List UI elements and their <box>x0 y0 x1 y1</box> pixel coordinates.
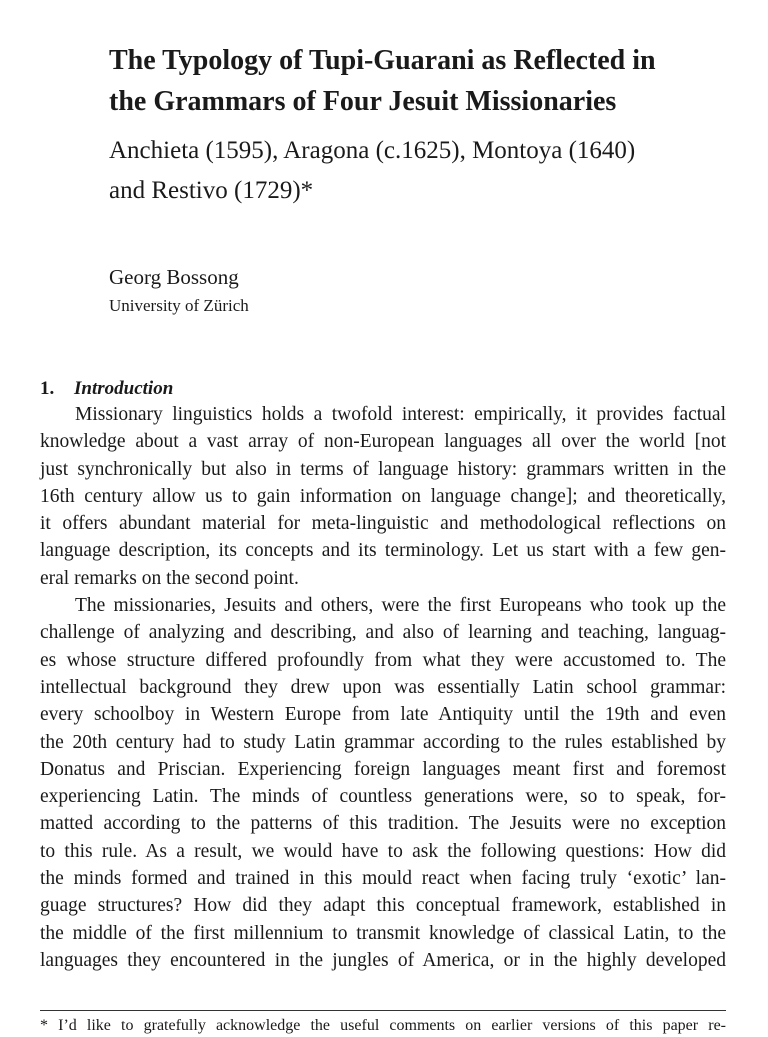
title-line-2: the Grammars of Four Jesuit Missionaries <box>109 86 617 117</box>
section-number: 1. <box>40 378 55 399</box>
body-line: the minds formed and trained in this mould react when facing truly ‘exotic’ lan- <box>40 868 726 890</box>
footnote-divider <box>40 1010 726 1011</box>
section-label: Introduction <box>74 378 174 399</box>
subtitle-line-1: Anchieta (1595), Aragona (c.1625), Montoya (1640) <box>109 137 636 164</box>
author-name: Georg Bossong <box>109 265 239 289</box>
body-line: every schoolboy in Western Europe from late Antiquity until the 19th and even <box>40 704 726 726</box>
body-line: guage structures? How did they adapt this conceptual framework, established in <box>40 895 726 917</box>
body-line: languages they encountered in the jungles of America, or in the highly developed <box>40 949 726 971</box>
body-line: just synchronically but also in terms of language history: grammars written in the <box>40 458 726 480</box>
body-line: 16th century allow us to gain information on language change]; and theoretically, <box>40 485 726 507</box>
body-line: Missionary linguistics holds a twofold interest: empirically, it provides factual <box>75 404 726 425</box>
body-line: Donatus and Priscian. Experiencing foreign languages meant first and foremost <box>40 758 726 780</box>
paper-title <box>109 40 749 122</box>
body-line: experiencing Latin. The minds of countless generations were, so to speak, for- <box>40 786 726 808</box>
body-line: the 20th century had to study Latin grammar according to the rules established by <box>40 731 726 753</box>
body-line: The missionaries, Jesuits and others, were the first Europeans who took up the <box>75 595 726 617</box>
body-line: the middle of the first millennium to transmit knowledge of classical Latin, to the <box>40 922 726 944</box>
body-text <box>40 401 726 974</box>
paper-subtitle <box>109 131 749 211</box>
author-affiliation: University of Zürich <box>109 296 249 315</box>
body-line: matted according to the patterns of this tradition. The Jesuits were no exception <box>40 813 726 835</box>
section-heading <box>40 375 173 402</box>
body-line: challenge of analyzing and describing, and also of learning and teaching, languag- <box>40 622 726 644</box>
body-line: intellectual background they drew upon was essentially Latin school grammar: <box>40 676 726 698</box>
body-line: knowledge about a vast array of non-European languages all over the world [not <box>40 431 726 453</box>
body-line: it offers abundant material for meta-linguistic and methodological reflections on <box>40 513 726 535</box>
footnote: * I’d like to gratefully acknowledge the useful comments on earlier versions of this paper re- <box>40 1017 726 1034</box>
body-line: to this rule. As a result, we would have to ask the following questions: How did <box>40 840 726 862</box>
subtitle-line-2: and Restivo (1729)* <box>109 177 314 204</box>
body-line: es whose structure differed profoundly from what they were accustomed to. The <box>40 649 726 671</box>
title-line-1: The Typology of Tupi-Guarani as Reflected in <box>109 45 656 76</box>
body-line: language description, its concepts and its terminology. Let us start with a few gen- <box>40 540 726 562</box>
body-line: eral remarks on the second point. <box>40 567 299 589</box>
